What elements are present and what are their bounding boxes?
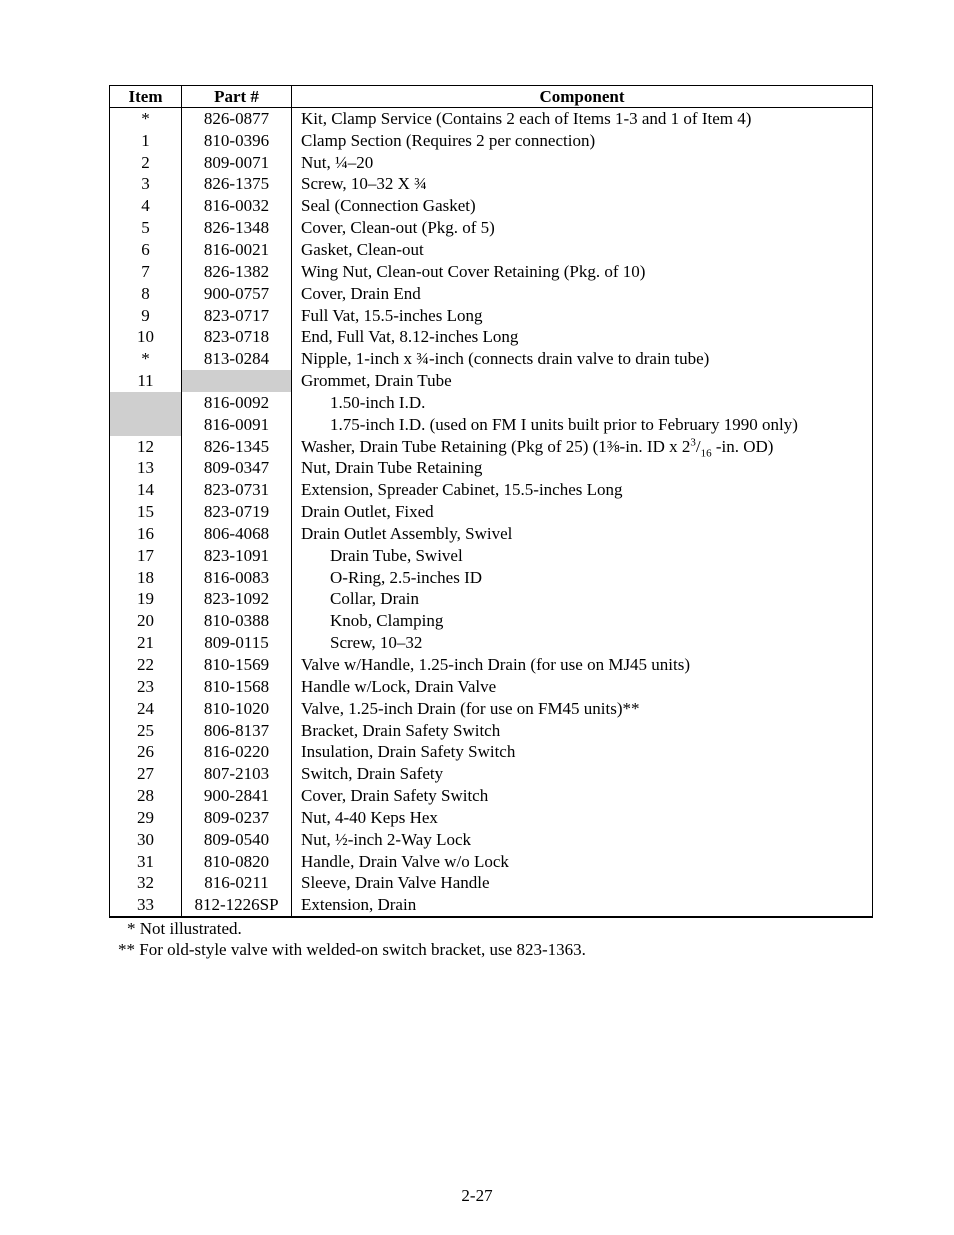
table-row bbox=[110, 545, 873, 567]
component-text-tail: -in. OD) bbox=[711, 436, 774, 456]
part-number-cell: 813-0284 bbox=[182, 348, 292, 370]
table-row bbox=[110, 676, 873, 698]
table-row bbox=[110, 261, 873, 283]
item-cell: 5 bbox=[110, 217, 182, 239]
component-text: Washer, Drain Tube Retaining (Pkg of 25) (1⅜-in. ID x 2 bbox=[301, 436, 691, 456]
item-cell: 23 bbox=[110, 676, 182, 698]
item-cell: 22 bbox=[110, 654, 182, 676]
component-cell: Cover, Drain End bbox=[301, 283, 421, 303]
fraction-denominator: 16 bbox=[700, 446, 712, 459]
component-cell: Nut, Drain Tube Retaining bbox=[301, 458, 483, 478]
table-row bbox=[110, 174, 873, 196]
table-row bbox=[110, 763, 873, 785]
component-cell: Handle w/Lock, Drain Valve bbox=[301, 676, 497, 696]
table-row bbox=[110, 195, 873, 217]
part-number-cell: 816-0032 bbox=[182, 195, 292, 217]
table-row bbox=[110, 720, 873, 742]
part-number-cell: 826-0877 bbox=[182, 108, 292, 130]
part-number-cell: 807-2103 bbox=[182, 763, 292, 785]
footnote-old-style-valve: ** For old-style valve with welded-on switch bracket, use 823-1363. bbox=[118, 940, 586, 959]
item-cell: 18 bbox=[110, 567, 182, 589]
table-row bbox=[110, 326, 873, 348]
component-cell: Screw, 10–32 bbox=[330, 633, 423, 653]
component-cell: Valve, 1.25-inch Drain (for use on FM45 units)** bbox=[301, 698, 640, 718]
component-cell: Nipple, 1-inch x ¾-inch (connects drain valve to drain tube) bbox=[301, 349, 710, 369]
part-number-cell: 826-1375 bbox=[182, 174, 292, 196]
part-number-cell: 809-0115 bbox=[182, 632, 292, 654]
table-row bbox=[110, 632, 873, 654]
table-row bbox=[110, 698, 873, 720]
part-number-cell: 810-1568 bbox=[182, 676, 292, 698]
item-cell: 14 bbox=[110, 479, 182, 501]
header-component: Component bbox=[292, 86, 873, 108]
table-row bbox=[110, 829, 873, 851]
item-cell: 33 bbox=[110, 894, 182, 917]
item-cell bbox=[110, 392, 182, 414]
part-number-cell: 810-0396 bbox=[182, 130, 292, 152]
item-cell: 21 bbox=[110, 632, 182, 654]
table-row bbox=[110, 108, 873, 130]
table-row bbox=[110, 458, 873, 480]
table-row bbox=[110, 414, 873, 436]
part-number-cell: 823-0719 bbox=[182, 501, 292, 523]
component-cell: Knob, Clamping bbox=[330, 611, 444, 631]
table-row bbox=[110, 523, 873, 545]
parts-table bbox=[109, 85, 873, 918]
part-number-cell: 816-0220 bbox=[182, 741, 292, 763]
table-row bbox=[110, 370, 873, 392]
component-cell: O-Ring, 2.5-inches ID bbox=[330, 567, 483, 587]
component-cell: 1.50-inch I.D. bbox=[330, 392, 426, 412]
table-row bbox=[110, 894, 873, 917]
table-row bbox=[110, 283, 873, 305]
item-cell bbox=[110, 414, 182, 436]
item-cell: 10 bbox=[110, 326, 182, 348]
table-row bbox=[110, 589, 873, 611]
table-row bbox=[110, 807, 873, 829]
component-cell: Nut, ¼–20 bbox=[301, 152, 374, 172]
table-row bbox=[110, 436, 873, 458]
part-number-cell: 809-0237 bbox=[182, 807, 292, 829]
item-cell: 15 bbox=[110, 501, 182, 523]
component-cell: Nut, 4-40 Keps Hex bbox=[301, 807, 438, 827]
table-row bbox=[110, 305, 873, 327]
part-number-cell: 823-1092 bbox=[182, 589, 292, 611]
part-number-cell: 816-0083 bbox=[182, 567, 292, 589]
component-cell: Drain Outlet, Fixed bbox=[301, 502, 434, 522]
item-cell: 13 bbox=[110, 458, 182, 480]
component-cell: Valve w/Handle, 1.25-inch Drain (for use on MJ45 units) bbox=[301, 655, 691, 675]
item-cell: 28 bbox=[110, 785, 182, 807]
part-number-cell: 823-0718 bbox=[182, 326, 292, 348]
part-number-cell: 809-0071 bbox=[182, 152, 292, 174]
item-cell: * bbox=[110, 108, 182, 130]
table-row bbox=[110, 610, 873, 632]
part-number-cell: 810-1020 bbox=[182, 698, 292, 720]
part-number-cell: 806-4068 bbox=[182, 523, 292, 545]
component-cell: 1.75-inch I.D. (used on FM I units built prior to February 1990 only) bbox=[330, 414, 798, 434]
component-cell: Gasket, Clean-out bbox=[301, 239, 424, 259]
component-cell: Drain Outlet Assembly, Swivel bbox=[301, 523, 513, 543]
item-cell: 20 bbox=[110, 610, 182, 632]
part-number-cell: 810-0388 bbox=[182, 610, 292, 632]
page-number: 2-27 bbox=[461, 1186, 493, 1205]
item-cell: 8 bbox=[110, 283, 182, 305]
item-cell: 2 bbox=[110, 152, 182, 174]
component-cell: End, Full Vat, 8.12-inches Long bbox=[301, 327, 519, 347]
component-cell: Full Vat, 15.5-inches Long bbox=[301, 305, 483, 325]
item-cell: 26 bbox=[110, 741, 182, 763]
table-row bbox=[110, 741, 873, 763]
component-cell: Insulation, Drain Safety Switch bbox=[301, 742, 516, 762]
fraction-slash: / bbox=[695, 436, 701, 456]
part-number-cell: 810-0820 bbox=[182, 851, 292, 873]
part-number-cell bbox=[182, 370, 292, 392]
footnotes bbox=[118, 918, 586, 960]
part-number-cell: 816-0021 bbox=[182, 239, 292, 261]
part-number-cell: 812-1226SP bbox=[182, 894, 292, 917]
component-cell: Bracket, Drain Safety Switch bbox=[301, 720, 501, 740]
component-cell: Wing Nut, Clean-out Cover Retaining (Pkg. of 10) bbox=[301, 261, 646, 281]
component-cell: Extension, Drain bbox=[301, 895, 417, 915]
item-cell: 32 bbox=[110, 873, 182, 895]
item-cell: 11 bbox=[110, 370, 182, 392]
part-number-cell: 823-1091 bbox=[182, 545, 292, 567]
part-number-cell: 809-0347 bbox=[182, 458, 292, 480]
part-number-cell: 809-0540 bbox=[182, 829, 292, 851]
component-cell: Extension, Spreader Cabinet, 15.5-inches Long bbox=[301, 480, 623, 500]
table-row bbox=[110, 152, 873, 174]
table-row bbox=[110, 567, 873, 589]
table-row bbox=[110, 392, 873, 414]
table-header-row bbox=[110, 86, 873, 108]
table-row bbox=[110, 479, 873, 501]
item-cell: 4 bbox=[110, 195, 182, 217]
table-row bbox=[110, 348, 873, 370]
item-cell: 25 bbox=[110, 720, 182, 742]
table-row bbox=[110, 239, 873, 261]
part-number-cell: 826-1348 bbox=[182, 217, 292, 239]
item-cell: 7 bbox=[110, 261, 182, 283]
header-item: Item bbox=[110, 86, 182, 108]
item-cell: 19 bbox=[110, 589, 182, 611]
part-number-cell: 816-0091 bbox=[182, 414, 292, 436]
item-cell: 16 bbox=[110, 523, 182, 545]
item-cell: 24 bbox=[110, 698, 182, 720]
item-cell: 29 bbox=[110, 807, 182, 829]
component-cell: Cover, Drain Safety Switch bbox=[301, 786, 489, 806]
part-number-cell: 826-1345 bbox=[182, 436, 292, 458]
component-cell: Kit, Clamp Service (Contains 2 each of Items 1-3 and 1 of Item 4) bbox=[301, 108, 752, 128]
part-number-cell: 816-0211 bbox=[182, 873, 292, 895]
fraction-numerator: 3 bbox=[690, 435, 696, 448]
component-cell: Collar, Drain bbox=[330, 589, 420, 609]
header-part-number: Part # bbox=[182, 86, 292, 108]
footnote-not-illustrated: * Not illustrated. bbox=[127, 919, 242, 938]
part-number-cell: 806-8137 bbox=[182, 720, 292, 742]
component-cell: Seal (Connection Gasket) bbox=[301, 196, 476, 216]
component-cell: Switch, Drain Safety bbox=[301, 764, 444, 784]
table-row bbox=[110, 501, 873, 523]
component-cell: Sleeve, Drain Valve Handle bbox=[301, 873, 490, 893]
item-cell: 6 bbox=[110, 239, 182, 261]
component-cell: Drain Tube, Swivel bbox=[330, 545, 463, 565]
parts-table-body bbox=[110, 108, 873, 918]
part-number-cell: 900-0757 bbox=[182, 283, 292, 305]
component-cell bbox=[292, 436, 873, 458]
table-row bbox=[110, 217, 873, 239]
component-cell: Handle, Drain Valve w/o Lock bbox=[301, 851, 509, 871]
component-cell: Screw, 10–32 X ¾ bbox=[301, 174, 427, 194]
item-cell: 9 bbox=[110, 305, 182, 327]
part-number-cell: 900-2841 bbox=[182, 785, 292, 807]
item-cell: 31 bbox=[110, 851, 182, 873]
component-cell: Nut, ½-inch 2-Way Lock bbox=[301, 829, 471, 849]
table-row bbox=[110, 130, 873, 152]
item-cell: 1 bbox=[110, 130, 182, 152]
component-cell: Grommet, Drain Tube bbox=[301, 371, 452, 391]
table-row bbox=[110, 654, 873, 676]
table-row bbox=[110, 873, 873, 895]
part-number-cell: 823-0731 bbox=[182, 479, 292, 501]
component-cell: Cover, Clean-out (Pkg. of 5) bbox=[301, 218, 495, 238]
item-cell: 30 bbox=[110, 829, 182, 851]
part-number-cell: 823-0717 bbox=[182, 305, 292, 327]
part-number-cell: 826-1382 bbox=[182, 261, 292, 283]
part-number-cell: 816-0092 bbox=[182, 392, 292, 414]
item-cell: 27 bbox=[110, 763, 182, 785]
item-cell: 12 bbox=[110, 436, 182, 458]
item-cell: 17 bbox=[110, 545, 182, 567]
table-row bbox=[110, 851, 873, 873]
item-cell: * bbox=[110, 348, 182, 370]
component-cell: Clamp Section (Requires 2 per connection) bbox=[301, 130, 596, 150]
table-row bbox=[110, 785, 873, 807]
part-number-cell: 810-1569 bbox=[182, 654, 292, 676]
item-cell: 3 bbox=[110, 174, 182, 196]
